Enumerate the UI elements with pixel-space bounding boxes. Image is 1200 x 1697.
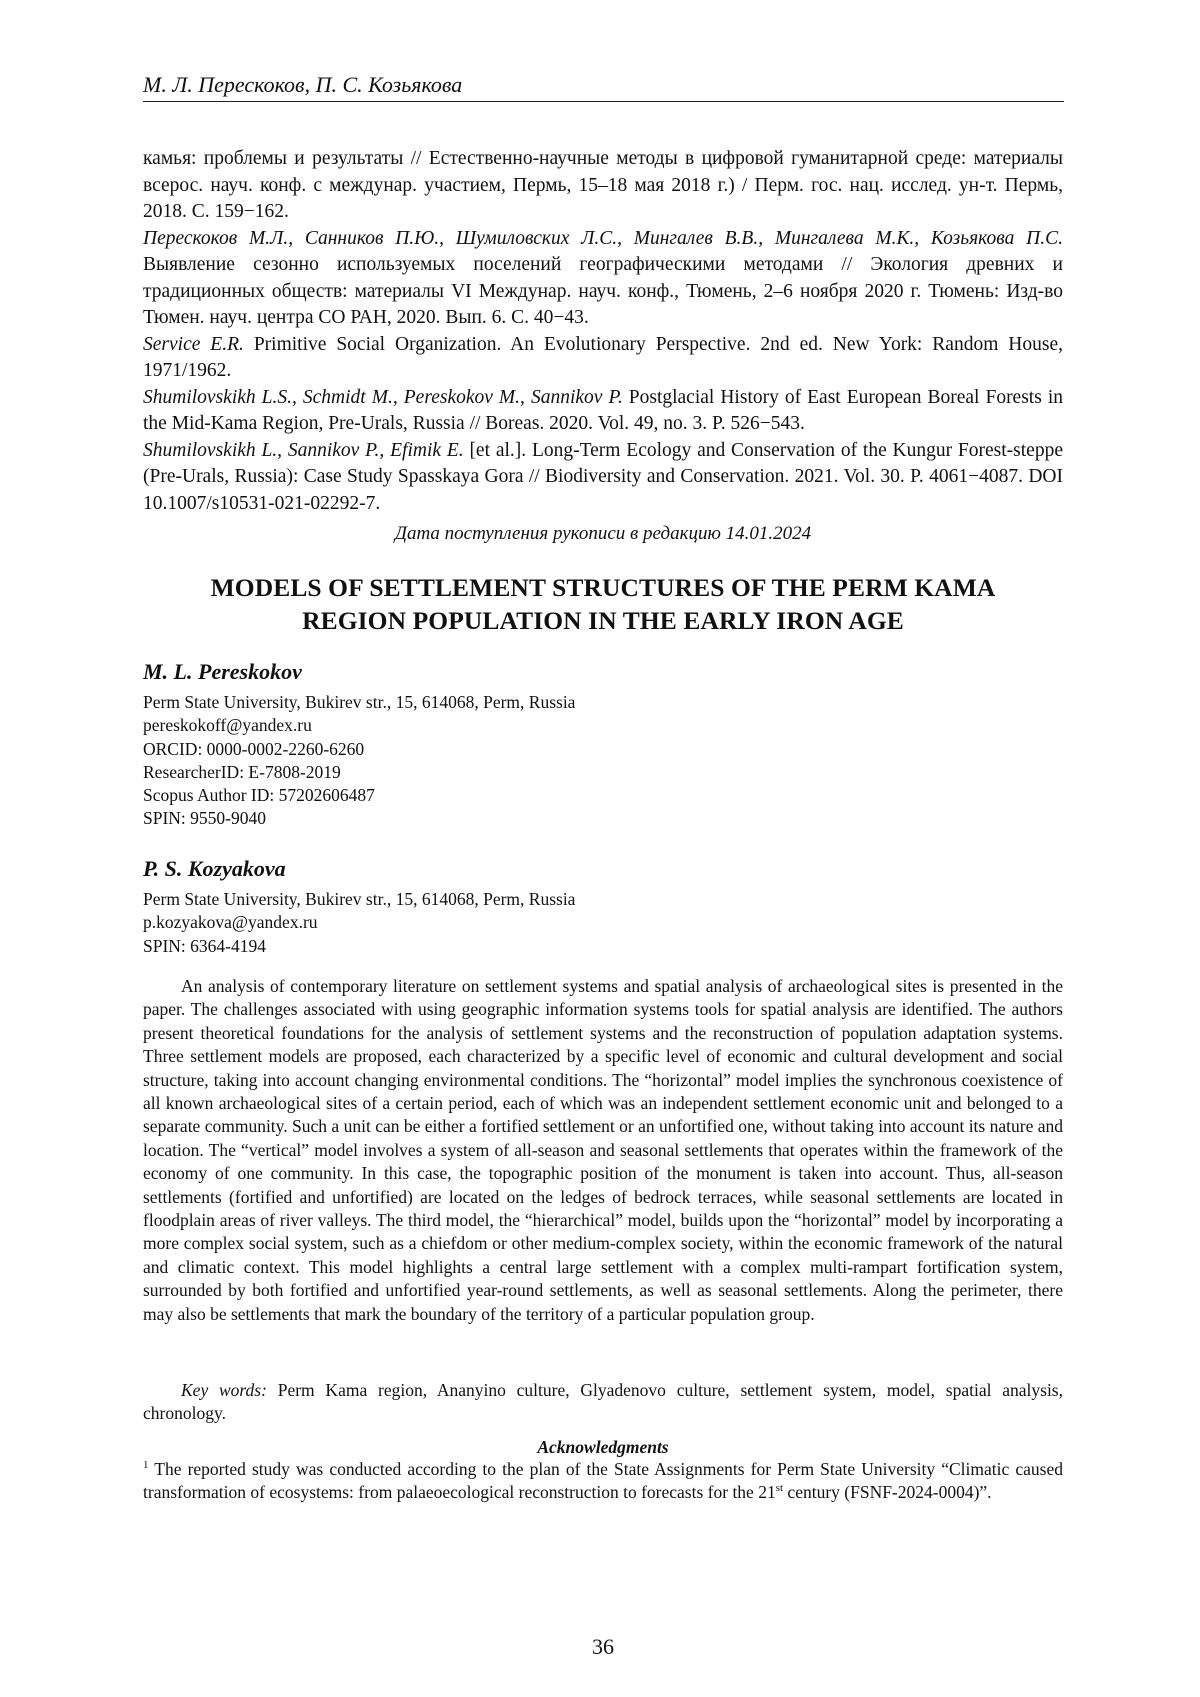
footnote-mark: 1 — [143, 1459, 149, 1472]
reference-item — [143, 146, 1063, 226]
reference-text: Postglacial History of East European Boreal Forests in the Mid-Kama Region, Pre-Urals, Russia // Boreas. 2020. Vol. 49, no. 3. P. 526−543. — [143, 386, 1064, 434]
reference-authors: Перескоков М.Л., Санников П.Ю., Шумиловских Л.С., Мингалев В.В., Мингалева М.К., Козьякова П.С. — [143, 227, 1063, 249]
reference-item — [143, 332, 1063, 385]
author-affiliation: Perm State University, Bukirev str., 15, 614068, Perm, Russia — [143, 889, 576, 909]
author-email: p.kozyakova@yandex.ru — [143, 912, 318, 933]
author-spin: SPIN: 9550-9040 — [143, 808, 266, 829]
abstract: An analysis of contemporary literature on settlement systems and spatial analysis of archaeological sites is presented in the paper. The challenges associated with using geographic information systems tools for spatial analysis are identified. The authors present theoretical foundations for the analysis of settlement systems and the reconstruction of population adaptation systems. Three settlement models are proposed, each characterized by a specific level of economic and cultural development and social structure, taking into account changing environmental conditions. The “horizontal” model implies the synchronous coexistence of all known archaeological sites of a certain period, each of which was an independent settlement economic unit and belonged to a separate community. Such a unit can be either a fortified settlement or an unfortified one, without taking into account its nature and location. The “vertical” model involves a system of all-season and seasonal settlements that operates within the framework of the economy of one community. In this case, the topographic position of the monument is taken into account. Thus, all-season settlements (fortified and unfortified) are located on the ledges of bedrock terraces, while seasonal settlements are located in floodplain areas of river valleys. The third model, the “hierarchical” model, builds upon the “horizontal” model by incorporating a more complex social system, such as a chiefdom or other medium-complex society, within the economic framework of the natural and climatic context. This model highlights a central large settlement with a complex multi-rampart fortification system, surrounded by both fortified and unfortified year-round settlements, as well as seasonal settlements. Along the perimeter, there may also be settlements that mark the boundary of the territory of a particular population group. — [143, 976, 1063, 1324]
received-date-note: Дата поступления рукописи в редакцию 14.01.2024 — [394, 523, 812, 544]
reference-text: камья: проблемы и результаты // Естественно-научные методы в цифровой гуманитарной среде: материалы всерос. науч. конф. с междунар. участием, Пермь, 15–18 мая 2018 г.) / Перм. гос. нац. исслед. ун-т. Пермь, 2018. С. 159−162. — [143, 148, 1063, 222]
article-title — [143, 571, 1063, 637]
article-title-line: MODELS OF SETTLEMENT STRUCTURES OF THE PERM KAMA — [210, 573, 996, 602]
reference-authors: Shumilovskikh L.S., Schmidt M., Pereskokov M., Sannikov P. — [143, 386, 623, 408]
author-name: P. S. Kozyakova — [143, 856, 286, 881]
running-head: М. Л. Перескоков, П. С. Козьякова — [143, 72, 463, 97]
reference-item — [143, 438, 1063, 518]
reference-item — [143, 226, 1063, 332]
author-scopus-id: Scopus Author ID: 57202606487 — [143, 785, 375, 806]
keywords-label: Key words: — [181, 1380, 267, 1400]
acknowledgments-text — [143, 1458, 1063, 1505]
reference-text: Primitive Social Organization. An Evolutionary Perspective. 2nd ed. New York: Random House, 1971/1962. — [143, 333, 1063, 381]
reference-list — [143, 146, 1063, 517]
author-affiliation: Perm State University, Bukirev str., 15, 614068, Perm, Russia — [143, 692, 576, 712]
author-spin: SPIN: 6364-4194 — [143, 935, 266, 956]
author-name: M. L. Pereskokov — [143, 659, 302, 684]
author-block — [143, 856, 1063, 958]
keywords-text: Perm Kama region, Ananyino culture, Glyadenovo culture, settlement system, model, spatial analysis, chronology. — [143, 1380, 1063, 1424]
acknowledgments-title: Acknowledgments — [537, 1437, 669, 1457]
reference-authors: Service E.R. — [143, 333, 244, 355]
keywords — [143, 1379, 1063, 1426]
reference-item — [143, 385, 1063, 438]
author-researcher-id: ResearcherID: E-7808-2019 — [143, 761, 341, 782]
author-orcid: ORCID: 0000-0002-2260-6260 — [143, 738, 365, 759]
reference-authors: Shumilovskikh L., Sannikov P., Efimik E. — [143, 439, 464, 461]
superscript-ordinal: st — [775, 1482, 784, 1495]
author-email: pereskokoff@yandex.ru — [143, 715, 312, 736]
page-number: 36 — [592, 1634, 614, 1659]
article-title-line: REGION POPULATION IN THE EARLY IRON AGE — [302, 606, 904, 635]
acknowledgments-text-part: The reported study was conducted according to the plan of the State Assignments for Perm State University “Climatic caused transformation of ecosystems: from palaeoecological reconstruction to forecasts for the 21 — [143, 1459, 1063, 1503]
acknowledgments-text-part: century (FSNF-2024-0004)”. — [783, 1482, 992, 1503]
header-rule — [143, 101, 1064, 102]
reference-text: [et al.]. Long-Term Ecology and Conservation of the Kungur Forest-steppe (Pre-Urals, Russia): Case Study Spasskaya Gora // Biodiversity and Conservation. 2021. Vol. 30. P. 4061−4087. DOI 10.1007/s10531-021-02292-7. — [143, 439, 1063, 514]
reference-text: Выявление сезонно используемых поселений географическими методами // Экология древних и традиционных обществ: материалы VI Междунар. науч. конф., Тюмень, 2–6 ноября 2020 г. Тюмень: Изд-во Тюмен. науч. центра СО РАН, 2020. Вып. 6. С. 40−43. — [143, 254, 1063, 328]
author-block — [143, 659, 1063, 831]
